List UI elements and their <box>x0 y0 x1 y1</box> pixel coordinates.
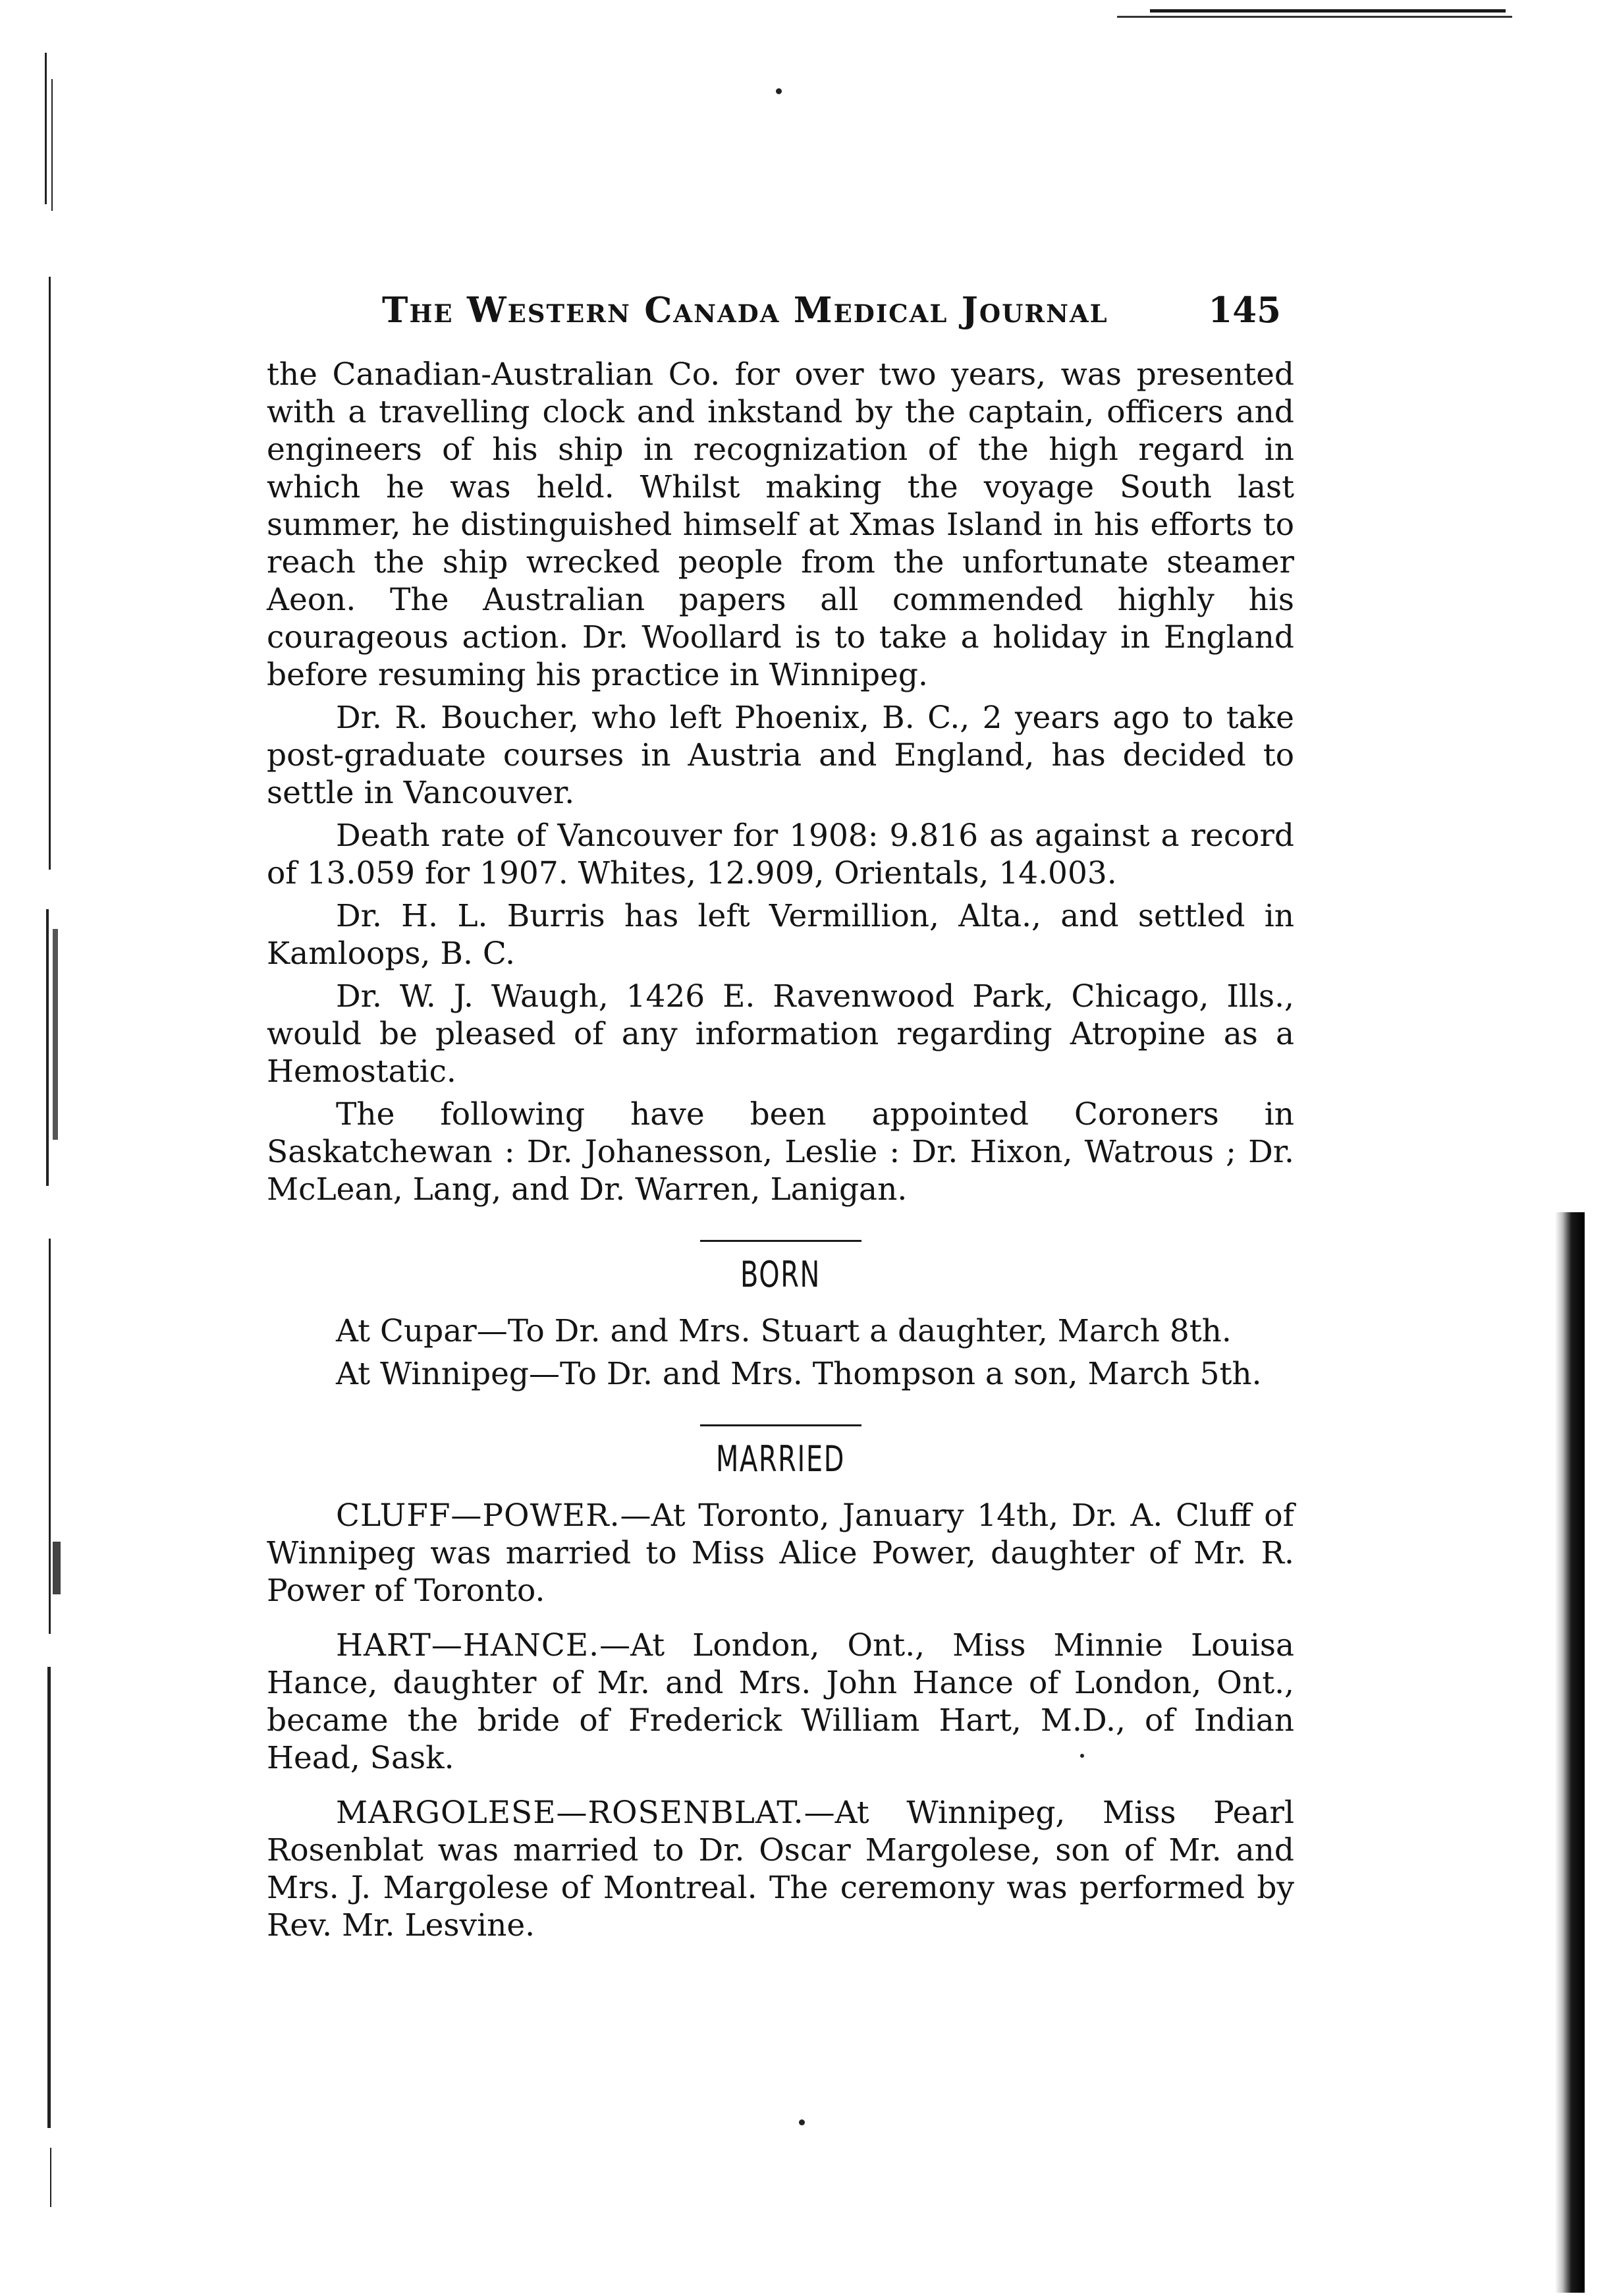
running-head <box>267 290 1294 331</box>
news-paragraph: Dr. R. Boucher, who left Phoenix, B. C., 2 years ago to take post-graduate courses in Austria and England, has decided to settle in Vancouver. <box>267 700 1294 811</box>
marriage-notice <box>267 1497 1294 1610</box>
page-number: 145 <box>1208 290 1281 331</box>
journal-page <box>267 290 1294 1961</box>
journal-title: The Western Canada Medical Journal <box>382 290 1108 331</box>
birth-notice: At Winnipeg—To Dr. and Mrs. Thompson a son, March 5th. <box>336 1356 1262 1392</box>
section-heading-born: BORN <box>740 1254 821 1295</box>
scan-edge-artifact <box>40 53 119 2227</box>
marriage-text: —At Toronto, January 14th, Dr. A. Cluff of Winnipeg was married to Miss Alice Power, daughter of Mr. R. Power of Toronto. <box>267 1498 1294 1609</box>
section-heading-married: MARRIED <box>715 1438 846 1480</box>
marriage-text: —At Winnipeg, Miss Pearl Rosenblat was married to Dr. Oscar Margolese, son of Mr. and Mrs. J. Margolese of Montreal. The ceremony was performed by Rev. Mr. Lesvine. <box>267 1795 1294 1944</box>
news-paragraph: Dr. W. J. Waugh, 1426 E. Ravenwood Park, Chicago, Ills., would be pleased of any information regarding Atropine as a Hemostatic. <box>267 978 1294 1090</box>
marriage-notice <box>267 1794 1294 1944</box>
news-paragraph: the Canadian-Australian Co. for over two years, was presented with a travelling clock and inkstand by the captain, officers and engineers of his ship in recognization of the high regard in which he was held. Whilst making the voyage South last summer, he distinguished himself at Xmas Island in his efforts to reach the ship wrecked people from the unfortunate steamer Aeon. The Australian papers all commended highly his courageous action. Dr. Woollard is to take a holiday in England before resuming his practice in Winnipeg. <box>267 356 1294 693</box>
marriage-names: HART—HANCE. <box>336 1627 600 1664</box>
scan-top-rule <box>1150 9 1506 13</box>
ink-speck <box>799 2119 805 2125</box>
marriage-names: MARGOLESE—ROSENBLAT. <box>336 1795 804 1831</box>
news-paragraph: The following have been appointed Coroners in Saskatchewan : Dr. Johanesson, Leslie : Dr. Hixon, Watrous ; Dr. McLean, Lang, and Dr. Warren, Lanigan. <box>267 1096 1294 1208</box>
section-divider <box>700 1240 861 1242</box>
section-divider <box>700 1424 861 1426</box>
scan-top-rule <box>1117 16 1512 18</box>
marriage-notice <box>267 1627 1294 1777</box>
news-paragraph: Dr. H. L. Burris has left Vermillion, Alta., and settled in Kamloops, B. C. <box>267 898 1294 972</box>
ink-speck <box>776 88 782 94</box>
scan-edge-artifact <box>1555 1212 1585 2293</box>
news-paragraph: Death rate of Vancouver for 1908: 9.816 as against a record of 13.059 for 1907. Whites, 12.909, Orientals, 14.003. <box>267 818 1294 891</box>
marriage-text: —At London, Ont., Miss Minnie Louisa Hance, daughter of Mr. and Mrs. John Hance of London, Ont., became the bride of Frederick William Hart, M.D., of Indian Head, Sask. <box>267 1627 1294 1776</box>
birth-notice: At Cupar—To Dr. and Mrs. Stuart a daughter, March 8th. <box>336 1313 1232 1349</box>
marriage-names: CLUFF—POWER. <box>336 1498 620 1534</box>
